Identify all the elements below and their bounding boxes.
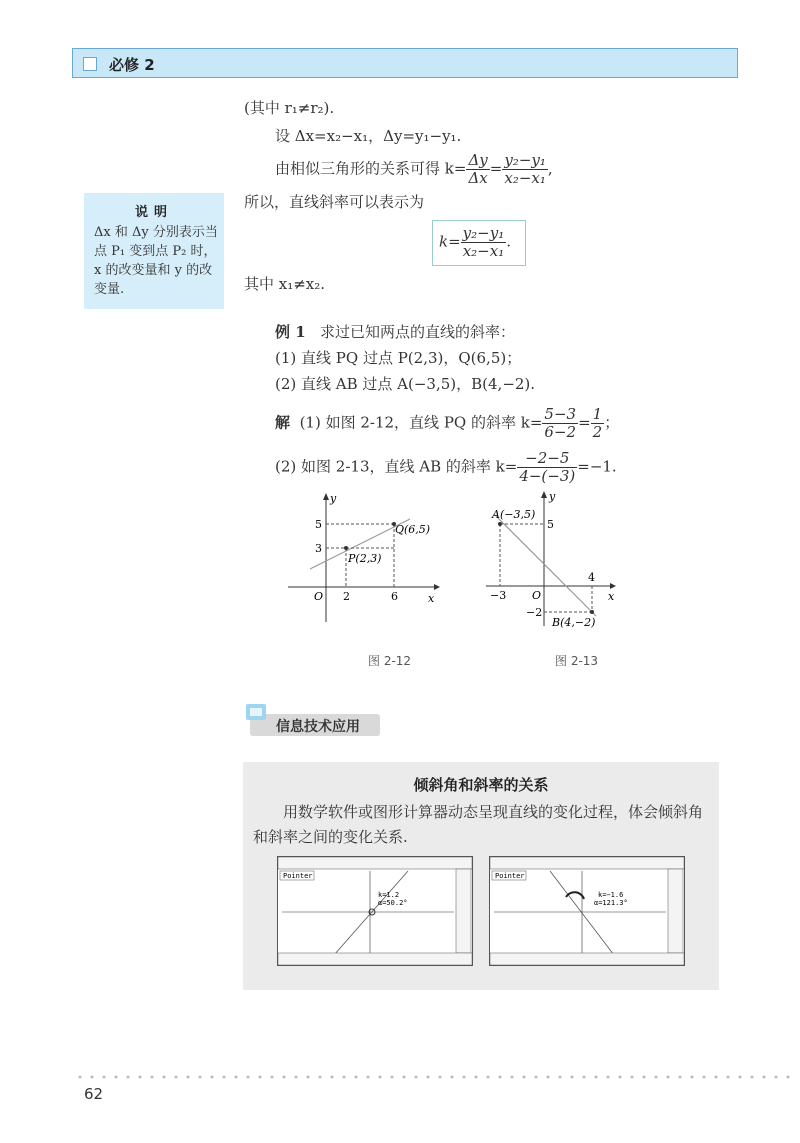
example-q1: (1) 直线 PQ 过点 P(2,3)，Q(6,5)；: [275, 349, 522, 367]
fraction-y-x: [502, 152, 548, 187]
s1-rnum: 1: [592, 405, 603, 423]
s1-fraction: [542, 406, 578, 441]
example-q2: (2) 直线 AB 过点 A(−3,5)，B(4,−2).: [275, 375, 536, 393]
s1-num: 5−3: [544, 405, 577, 423]
fig1-point-p: [344, 546, 348, 550]
frac-dx: Δx: [468, 169, 488, 187]
calc2-graph: [490, 857, 684, 965]
fig2-origin: O: [532, 589, 542, 602]
info-tech-badge: [244, 700, 384, 740]
s1-rden: 2: [592, 423, 603, 441]
text-line-1: (其中 r₁≠r₂).: [244, 99, 335, 117]
fig1-label-p: P(2,3): [348, 552, 382, 565]
s1-den: 6−2: [544, 423, 577, 441]
example-question: 求过已知两点的直线的斜率：: [319, 323, 515, 341]
calc2-tab-label: Pointer: [495, 872, 525, 880]
fig2-tick-m2: −2: [526, 606, 543, 619]
info-tech-panel: [243, 762, 719, 990]
fig2-y-label: y: [549, 490, 556, 503]
text-line-3: 由相似三角形的关系可得 k= $\frac{\Delta y}{\Delta x}$ = $\frac{\text{y₂−y₁}}{\text{x₂−x₁}}$ ,: [275, 151, 553, 187]
fig2-tick-4: 4: [588, 571, 595, 584]
fig1-y-label: y: [330, 492, 337, 505]
fig1-tick-5: 5: [315, 518, 322, 531]
calc1-tab-label: Pointer: [283, 872, 313, 880]
frac-dy: Δy: [468, 151, 488, 169]
solution-2: [275, 450, 617, 485]
fig2-x-label: x: [608, 590, 615, 603]
fig1-tick-3: 3: [315, 542, 322, 555]
s2-prefix: (2) 如图 2-13，直线 AB 的斜率 k=: [275, 457, 518, 476]
fig2-x-arrow: [610, 583, 616, 589]
frac-y-num: y₂−y₁: [504, 151, 546, 169]
fig2-line-ab: [494, 514, 596, 616]
fig2-label-b: B(4,−2): [552, 616, 596, 629]
calc1-line: [334, 871, 408, 955]
calc2-sidebar: [668, 869, 683, 953]
fig2-point-b: [590, 610, 594, 614]
slope-formula: k= $\frac{\text{y₂−y₁}}{\text{x₂−x₁}}$ .: [439, 224, 511, 260]
page-header: [72, 48, 738, 78]
fraction-dy-dx: [466, 152, 489, 187]
fig1-y-arrow: [323, 493, 329, 500]
fig1-tick-6: 6: [391, 590, 398, 603]
example-title-line: [275, 322, 515, 342]
fig1-x-label: x: [428, 592, 435, 605]
info-tech-label: 信息技术应用: [276, 719, 360, 735]
calc2-k: k=−1.6: [598, 891, 624, 899]
s1-result: [591, 406, 605, 441]
text-line-4: 所以，直线斜率可以表示为: [244, 193, 425, 211]
formula-num: y₂−y₁: [462, 224, 505, 242]
figure-2-12: [282, 490, 442, 630]
fig1-caption: 图 2-12: [368, 654, 412, 668]
solution-label: 解: [275, 413, 291, 432]
solution-1: [275, 406, 619, 441]
s1-end: ；: [604, 413, 620, 432]
s2-fraction: [517, 450, 577, 485]
calc2-alpha: α=121.3°: [594, 899, 628, 907]
header-label: 必修 2: [109, 56, 155, 74]
calc1-alpha: α=50.2°: [378, 899, 408, 907]
line3-prefix: 由相似三角形的关系可得 k=: [275, 159, 467, 178]
formula-k: k=: [439, 232, 461, 251]
s2-end: =−1.: [577, 457, 617, 476]
info-tech-body: 用数学软件或图形计算器动态呈现直线的变化过程，体会倾斜角和斜率之间的变化关系.: [253, 803, 704, 846]
calc1-graph: [278, 857, 472, 965]
badge-monitor-screen: [250, 708, 262, 716]
fig1-x-arrow: [434, 584, 440, 590]
frac-x-den: x₂−x₁: [504, 169, 546, 187]
calculator-screen-2: [489, 856, 685, 966]
fig1-tick-2: 2: [343, 590, 350, 603]
fig2-tick-m3: −3: [490, 589, 507, 602]
s1-eq: =: [578, 413, 591, 432]
calc1-k: k=1.2: [378, 891, 400, 899]
footer-dotted-rule: [78, 1074, 798, 1080]
page-number: 62: [84, 1085, 104, 1103]
fig2-caption: 图 2-13: [555, 654, 599, 668]
note-box: [84, 193, 224, 309]
calc1-toolbar: [278, 857, 472, 869]
calc1-statusbar: [278, 953, 472, 965]
fig2-y-arrow: [541, 491, 547, 498]
calc1-sidebar: [456, 869, 471, 953]
example-title: 例 1: [275, 323, 306, 341]
note-body: Δx 和 Δy 分别表示当点 P₁ 变到点 P₂ 时，x 的改变量和 y 的改变量.: [94, 225, 218, 297]
fig1-origin: O: [314, 590, 324, 603]
fig2-point-a: [498, 522, 502, 526]
calc2-statusbar: [490, 953, 684, 965]
fig1-label-q: Q(6,5): [395, 523, 431, 536]
fig2-label-a: A(−3,5): [492, 508, 536, 521]
info-tech-title: 倾斜角和斜率的关系: [413, 776, 549, 794]
s2-num: −2−5: [517, 450, 577, 468]
text-line-5: 其中 x₁≠x₂.: [244, 275, 326, 293]
note-title: 说明: [134, 205, 173, 220]
calc2-toolbar: [490, 857, 684, 869]
slope-formula-box: [432, 220, 526, 266]
figure-2-13: [482, 486, 622, 634]
s1-prefix: (1) 如图 2-12，直线 PQ 的斜率 k=: [299, 413, 543, 432]
formula-fraction: [461, 225, 507, 260]
formula-den: x₂−x₁: [462, 242, 505, 260]
fig2-tick-5: 5: [547, 518, 554, 531]
calculator-screen-1: [277, 856, 473, 966]
text-line-2: 设 Δx=x₂−x₁，Δy=y₁−y₁.: [275, 127, 462, 145]
header-square-icon: [83, 57, 97, 71]
s2-den: 4−(−3): [519, 467, 576, 485]
